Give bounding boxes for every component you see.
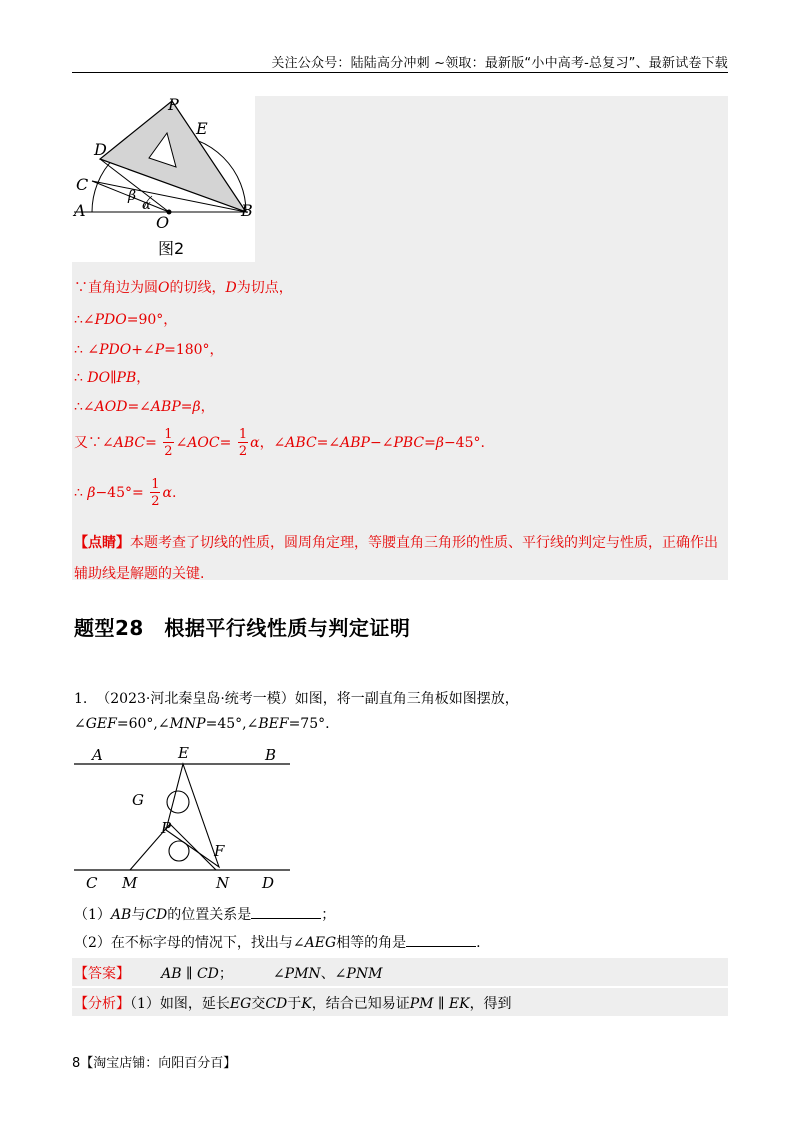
fraction-half: $\frac{1}{2}$: [151, 477, 160, 509]
fig2-caption: 图2: [158, 239, 185, 258]
question-conditions: ∠GEF=60°,∠MNP=45°,∠BEF=75°.: [74, 716, 330, 732]
figure-2: [72, 96, 255, 262]
answer-line: 【答案】 AB ∥ CD； ∠PMN、∠PNM: [74, 966, 383, 982]
solution-line-2: ∴∠PDO=90°，: [74, 312, 178, 328]
fig3-label-A: A: [92, 746, 103, 764]
fraction-half: $\frac{1}{2}$: [238, 427, 248, 459]
solution-line-3: ∴ ∠PDO+∠P=180°，: [74, 342, 224, 358]
answer-blank-2[interactable]: [406, 934, 476, 947]
figure-3: [72, 740, 297, 899]
fig2-label-P: P: [168, 96, 179, 114]
fig3-label-E: E: [178, 744, 189, 762]
answer-blank-1[interactable]: [251, 906, 321, 919]
section-title: 题型28 根据平行线性质与判定证明: [74, 616, 411, 640]
fig3-label-C: C: [86, 874, 98, 892]
analysis-line: 【分析】（1）如图，延长EG交CD于K，结合已知易证PM ∥ EK，得到: [74, 996, 512, 1012]
key-point-note: 【点睛】本题考查了切线的性质，圆周角定理，等腰直角三角形的性质、平行线的判定与性质，正确作出辅助线是解题的关键.: [74, 535, 718, 582]
fig2-label-D: D: [94, 140, 107, 159]
fig3-label-B: B: [265, 746, 277, 764]
page-footer: 8【淘宝店铺：向阳百分百】: [72, 1056, 237, 1071]
fig2-label-A: A: [74, 201, 86, 220]
fig2-label-alpha: α: [142, 198, 151, 213]
fig3-label-F: F: [214, 842, 225, 860]
figure-3-svg: [72, 740, 297, 895]
question-intro: 1. （2023·河北秦皇岛·统考一模）如图，将一副直角三角板如图摆放，: [74, 691, 519, 707]
fig3-label-D: D: [262, 874, 275, 892]
solution-line-1: ∵直角边为圆O的切线，D为切点，: [74, 280, 293, 296]
header-rule: [72, 72, 728, 73]
figure-2-svg: [72, 96, 255, 262]
solution-line-6: 又∵∠ABC= $\frac{1}{2}$ ∠AOC= $\frac{1}{2}$ α，∠ABC=∠ABP−∠PBC=β−45°.: [74, 427, 485, 459]
fig2-label-B: B: [241, 201, 253, 220]
fraction-half: $\frac{1}{2}$: [164, 427, 173, 459]
solution-line-7: ∴ β−45°= $\frac{1}{2}$ α.: [74, 477, 177, 509]
fig3-label-M: M: [122, 874, 138, 892]
solution-line-4: ∴ DO∥PB，: [74, 370, 151, 386]
fig2-label-E: E: [196, 119, 208, 138]
fig2-label-O: O: [156, 213, 170, 232]
fig3-label-G: G: [132, 791, 144, 809]
fig3-label-N: N: [216, 874, 230, 892]
fig2-label-beta: β: [128, 188, 137, 204]
solution-line-5: ∴∠AOD=∠ABP=β，: [74, 399, 215, 415]
sub-question-2: （2）在不标字母的情况下，找出与∠AEG相等的角是 .: [74, 935, 481, 951]
fig2-label-C: C: [76, 175, 89, 194]
page-header: 关注公众号：陆陆高分冲刺 ~领取：最新版“小中高考-总复习”、最新试卷下载: [271, 56, 728, 71]
fig3-label-P: P: [161, 819, 172, 837]
sub-question-1: （1）AB与CD的位置关系是 ；: [74, 907, 336, 923]
